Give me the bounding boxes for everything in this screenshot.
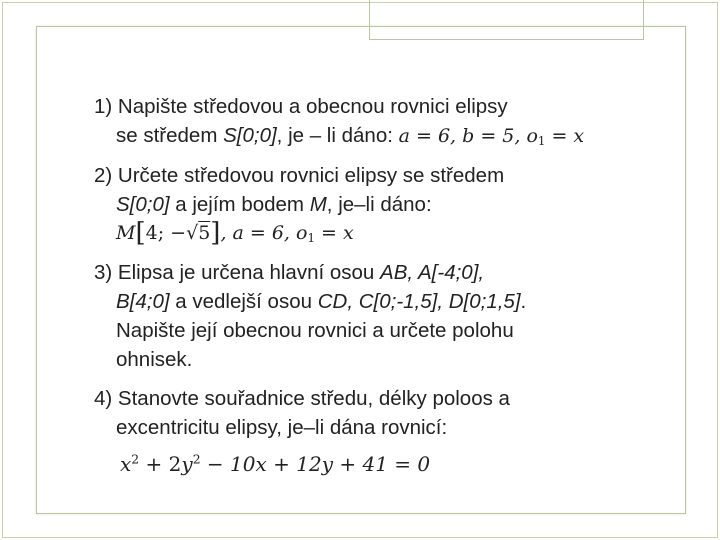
exercise-3-line-3: Napište její obecnou rovnici a určete polohu	[116, 319, 514, 342]
exercise-3-line-4: ohnisek.	[116, 348, 193, 371]
formula-x-exp: 2	[131, 451, 140, 467]
formula-y-exp: 2	[192, 451, 201, 467]
exercise-4-line-1: 4) Stanovte souřadnice středu, délky poloos a	[94, 387, 510, 410]
exercise-1-line-1: 1) Napište středovou a obecnou rovnici elipsy	[94, 95, 508, 118]
exercise-2-line-2	[94, 190, 674, 219]
formula-o: o	[526, 125, 538, 147]
exercise-2-point: M	[309, 193, 327, 216]
exercise-2-line-1: 2) Určete středovou rovnici elipsy se středem	[94, 164, 505, 187]
slide-top-decoration	[369, 0, 644, 40]
formula-o-rest: = x	[314, 222, 354, 244]
formula-a: a = 6,	[398, 125, 463, 147]
formula-o-sub: 1	[307, 230, 315, 245]
exercise-2-center: S[0;0]	[116, 193, 170, 216]
exercise-1-text-2: , je – li dáno:	[276, 124, 399, 147]
formula-m: M	[116, 222, 136, 244]
slide-content	[94, 92, 674, 479]
exercise-1-text: se středem	[116, 124, 224, 147]
exercise-3-line-2	[94, 287, 674, 316]
exercise-1	[94, 92, 674, 151]
exercise-4-line-2: excentricitu elipsy, je–li dána rovnicí:	[116, 416, 448, 439]
formula-x: x	[120, 452, 132, 476]
exercise-1-center: S[0;0]	[223, 124, 277, 147]
exercise-2	[94, 161, 674, 248]
formula-o-rest: = x	[545, 125, 585, 147]
exercise-3-point-b: B[4;0]	[116, 290, 170, 313]
exercise-1-line-2	[94, 121, 674, 151]
formula-plus-2: + 2	[139, 452, 182, 476]
exercise-2-text: a jejím bodem	[169, 193, 310, 216]
exercise-3-text: 3) Elipsa je určena hlavní osou	[94, 261, 381, 284]
exercise-4	[94, 384, 674, 479]
exercise-1-formula	[399, 125, 585, 147]
exercise-3-text-2: a vedlejší osou	[169, 290, 318, 313]
formula-o: o	[296, 222, 308, 244]
exercise-3-line-1	[94, 258, 674, 287]
formula-left-bracket: [	[135, 218, 146, 248]
formula-b: b = 5,	[462, 125, 527, 147]
formula-o-sub: 1	[537, 133, 546, 148]
exercise-4-formula	[94, 450, 674, 479]
exercise-3-major-axis: AB, A[-4;0],	[380, 261, 485, 284]
formula-y: y	[181, 452, 193, 476]
formula-coord: 4; −	[145, 222, 187, 244]
exercise-2-text-2: , je–li dáno:	[326, 193, 432, 216]
formula-a: , a = 6,	[220, 222, 297, 244]
formula-radicand: 5	[198, 222, 211, 244]
exercise-2-formula	[94, 219, 674, 248]
exercise-3-minor-axis: CD, C[0;-1,5], D[0;1,5]	[317, 290, 521, 313]
formula-rest: − 10x + 12y + 41 = 0	[200, 452, 431, 476]
exercise-3	[94, 258, 674, 374]
sqrt-symbol: √	[186, 222, 199, 244]
formula-right-bracket: ]	[210, 218, 221, 248]
exercise-3-period: .	[520, 290, 527, 313]
